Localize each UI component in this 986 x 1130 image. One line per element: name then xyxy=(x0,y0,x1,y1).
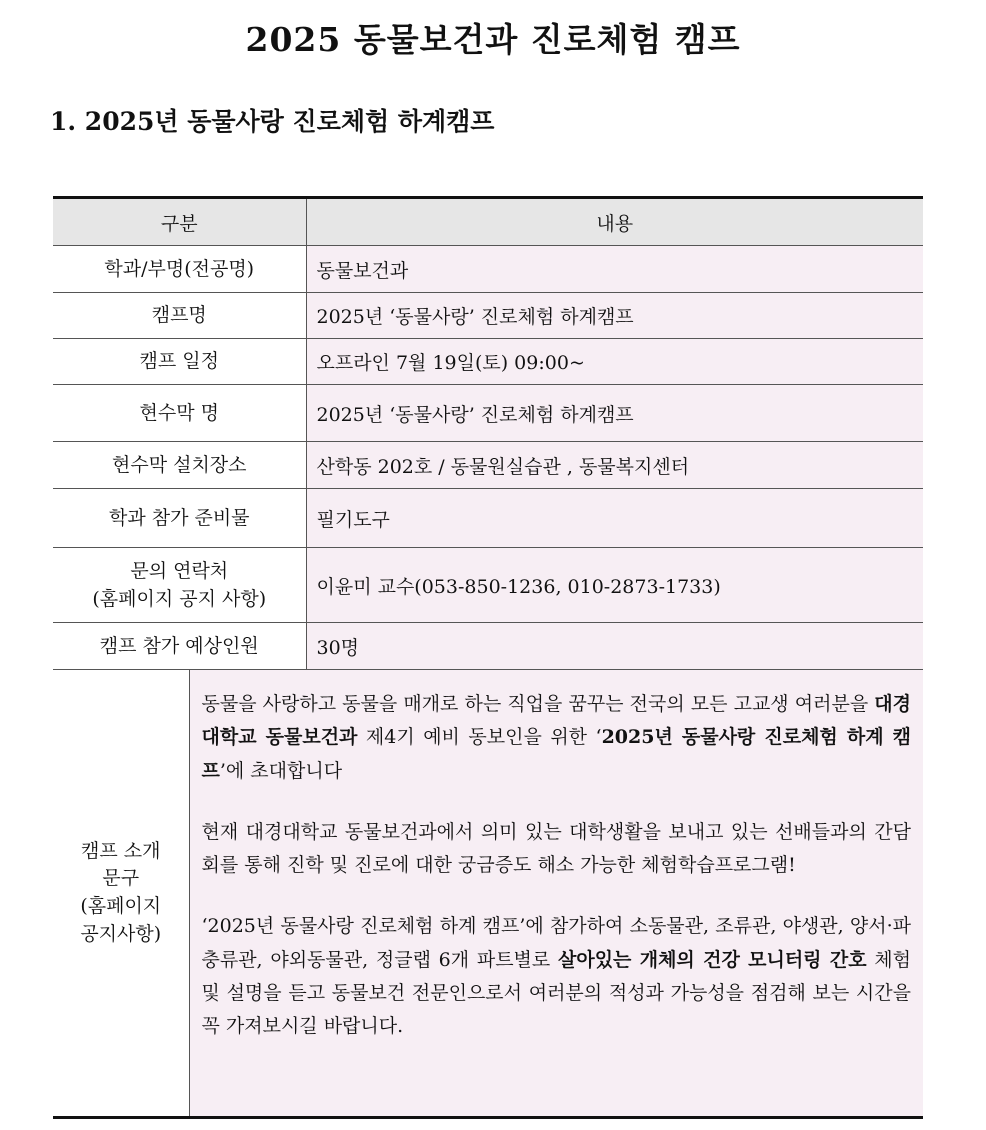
contact-label-line1: 문의 연락처 xyxy=(130,559,229,582)
row-value-attendees: 30명 xyxy=(306,623,923,670)
row-label-camp-name: 캠프명 xyxy=(53,293,306,339)
table-row xyxy=(53,670,923,1118)
row-value-camp-name: 2025년 ‘동물사랑’ 진로체험 하계캠프 xyxy=(306,293,923,339)
row-value-banner-location: 산학동 202호 / 동물원실습관 , 동물복지센터 xyxy=(306,442,923,489)
section-heading: 1. 2025년 동물사랑 진로체험 하계캠프 xyxy=(50,107,495,136)
row-label-supplies: 학과 참가 준비물 xyxy=(53,489,306,548)
row-label-schedule: 캠프 일정 xyxy=(53,339,306,385)
header-category: 구분 xyxy=(53,198,306,246)
contact-label-line2: (홈페이지 공지 사항) xyxy=(92,588,267,610)
table-row xyxy=(53,442,923,489)
table-row xyxy=(53,246,923,293)
table-row xyxy=(53,548,923,623)
intro-label-line: (홈페이지 xyxy=(80,895,162,917)
intro-label-line: 문구 xyxy=(102,867,140,890)
row-label-contact xyxy=(53,548,306,623)
intro-paragraph-3: ‘2025년 동물사랑 진로체험 하계 캠프’에 참가하여 소동물관, 조류관, 야생관, 양서·파충류관, 야외동물관, 정글랩 6개 파트별로 살아있는 개체의 건강 모니터링 간호 체험 및 설명을 듣고 동물보건 전문인으로서 여러분의 적성과 가능성을 점검해 보는 시간을 꼭 가져보시길 바랍니다. xyxy=(201,915,911,1037)
intro-label-line: 공지사항) xyxy=(80,922,162,945)
intro-label-line: 캠프 소개 xyxy=(81,839,161,862)
table-row xyxy=(53,489,923,548)
row-label-banner-location: 현수막 설치장소 xyxy=(53,442,306,489)
table-row xyxy=(53,623,923,670)
row-value-banner-name: 2025년 ‘동물사랑’ 진로체험 하계캠프 xyxy=(306,385,923,442)
intro-paragraph-2: 현재 대경대학교 동물보건과에서 의미 있는 대학생활을 보내고 있는 선배들과의 간담회를 통해 진학 및 진로에 대한 궁금증도 해소 가능한 체험학습프로그램! xyxy=(201,820,911,876)
page-title: 2025 동물보건과 진로체험 캠프 xyxy=(245,20,741,59)
row-value-intro xyxy=(189,670,923,1118)
row-label-banner-name: 현수막 명 xyxy=(53,385,306,442)
intro-paragraph-1: 동물을 사랑하고 동물을 매개로 하는 직업을 꿈꾸는 전국의 모든 고교생 여러분을 대경대학교 동물보건과 제4기 예비 동보인을 위한 ‘2025년 동물사랑 진로체험 하계 캠프’에 초대합니다 xyxy=(201,693,911,782)
header-content: 내용 xyxy=(306,198,923,246)
row-label-attendees: 캠프 참가 예상인원 xyxy=(53,623,306,670)
row-value-schedule: 오프라인 7월 19일(토) 09:00~ xyxy=(306,339,923,385)
table-header-row xyxy=(53,198,923,246)
row-value-department: 동물보건과 xyxy=(306,246,923,293)
table-row xyxy=(53,293,923,339)
row-label-intro xyxy=(53,670,189,1118)
table-row xyxy=(53,385,923,442)
table-row xyxy=(53,339,923,385)
row-label-department: 학과/부명(전공명) xyxy=(53,246,306,293)
row-value-supplies: 필기도구 xyxy=(306,489,923,548)
row-value-contact: 이윤미 교수(053-850-1236, 010-2873-1733) xyxy=(306,548,923,623)
camp-info-table xyxy=(53,196,923,1119)
